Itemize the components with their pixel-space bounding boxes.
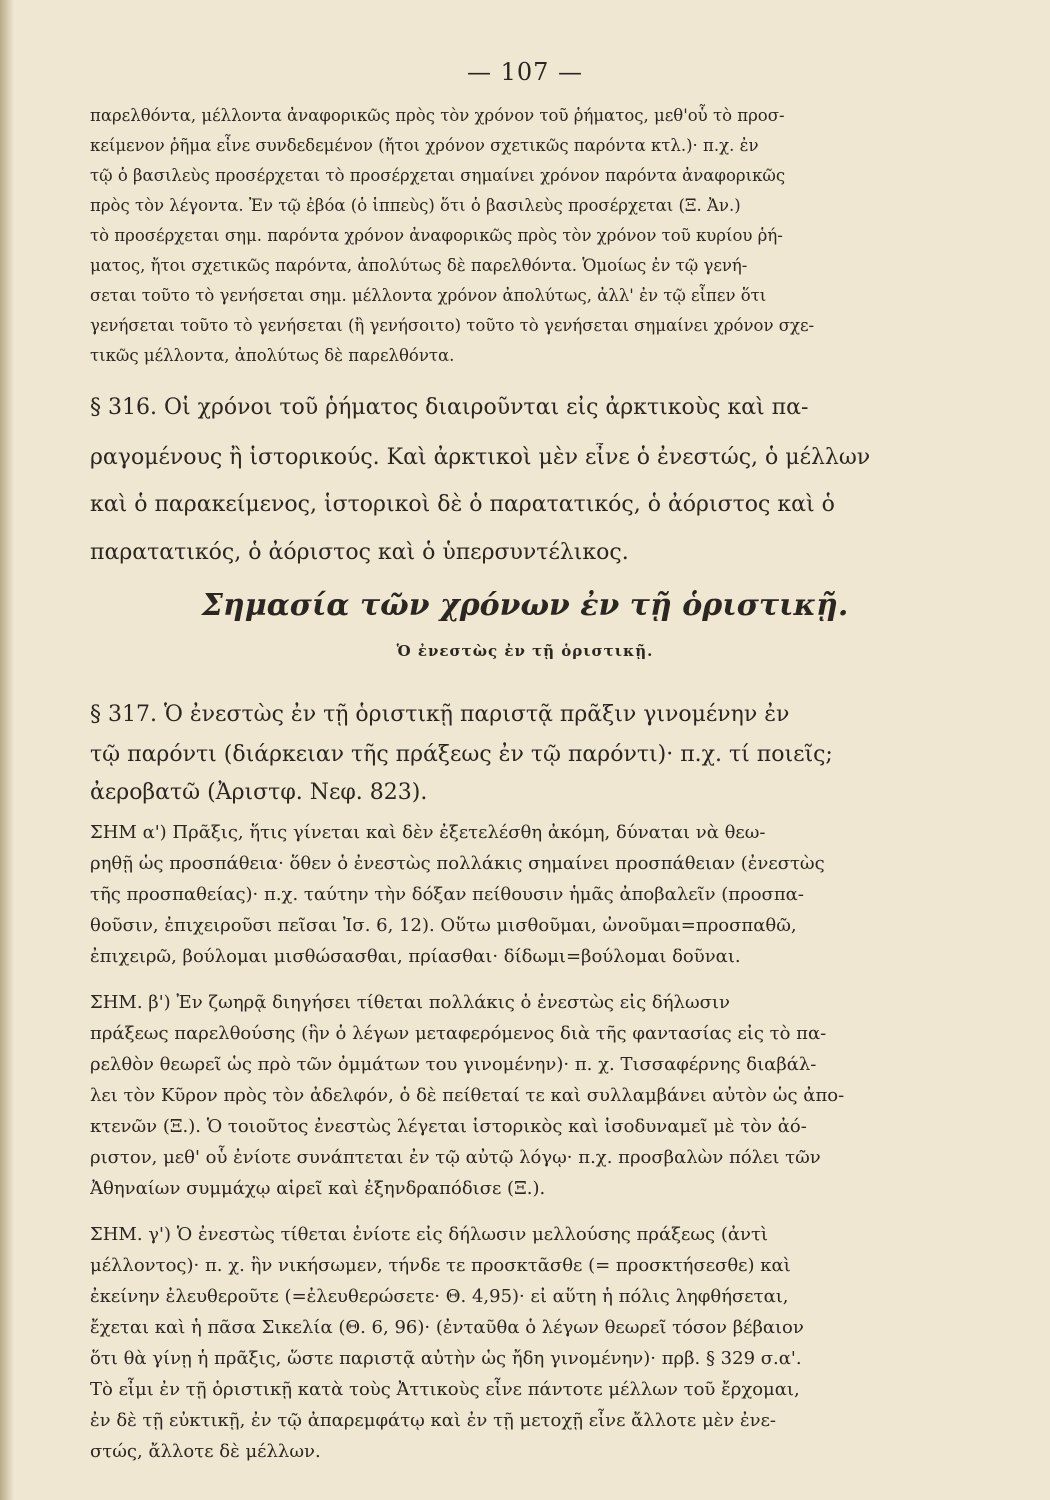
text-line: ἐν δὲ τῇ εὐκτικῇ, ἐν τῷ ἀπαρεμφάτῳ καὶ ἐν τῇ μετοχῇ εἶνε ἄλλοτε μὲν ἐνε- xyxy=(90,1410,776,1431)
text-line: γενήσεται τοῦτο τὸ γενήσεται (ἢ γενήσοιτο) τοῦτο τὸ γενήσεται σημαίνει χρόνον σχε- xyxy=(90,316,815,335)
text-line: τῆς προσπαθείας)· π.χ. ταύτην τὴν δόξαν πείθουσιν ἡμᾶς ἀποβαλεῖν (προσπα- xyxy=(90,884,804,905)
text-line: τὸ προσέρχεται σημ. παρόντα χρόνον ἀναφορικῶς πρὸς τὸν χρόνον τοῦ κυρίου ῥή- xyxy=(90,226,783,245)
text-line: πρὸς τὸν λέγοντα. Ἐν τῷ ἐβόα (ὁ ἱππεὺς) ὅτι ὁ βασιλεὺς προσέρχεται (Ξ. Ἀν.) xyxy=(90,196,741,215)
text-line: ἐκείνην ἐλευθεροῦτε (=ἐλευθερώσετε· Θ. 4,95)· εἰ αὕτη ἡ πόλις ληφθήσεται, xyxy=(90,1286,789,1307)
text-line: ραγομένους ἢ ἱστορικούς. Καὶ ἀρκτικοὶ μὲν εἶνε ὁ ἐνεστώς, ὁ μέλλων xyxy=(90,445,871,470)
text-line: θοῦσιν, ἐπιχειροῦσι πεῖσαι Ἰσ. 6, 12). Οὕτω μισθοῦμαι, ὠνοῦμαι=προσπαθῶ, xyxy=(90,915,797,936)
text-line: ἔχεται καὶ ἡ πᾶσα Σικελία (Θ. 6, 96)· (ἐνταῦθα ὁ λέγων θεωρεῖ τόσον βέβαιον xyxy=(90,1317,804,1338)
subsection-heading: Ὁ ἐνεστὼς ἐν τῇ ὁριστικῇ. xyxy=(396,642,654,660)
text-line: κείμενον ῥῆμα εἶνε συνδεδεμένον (ἤτοι χρόνον σχετικῶς παρόντα κτλ.)· π.χ. ἐν xyxy=(90,136,759,155)
text-line: ρελθὸν θεωρεῖ ὡς πρὸ τῶν ὀμμάτων του γινομένην)· π. χ. Τισσαφέρνης διαβάλ- xyxy=(90,1054,817,1075)
text-line: ἀεροβατῶ (Ἀριστφ. Νεφ. 823). xyxy=(90,780,428,805)
text-line: στώς, ἄλλοτε δὲ μέλλων. xyxy=(90,1441,321,1462)
text-line: Τὸ εἶμι ἐν τῇ ὁριστικῇ κατὰ τοὺς Ἀττικοὺς εἶνε πάντοτε μέλλων τοῦ ἔρχομαι, xyxy=(90,1379,800,1400)
page-number: — 107 — xyxy=(466,58,584,86)
text-line: ἐπιχειρῶ, βούλομαι μισθώσασθαι, πρίασθαι· δίδωμι=βούλομαι δοῦναι. xyxy=(90,946,741,967)
text-line: παρελθόντα, μέλλοντα ἀναφορικῶς πρὸς τὸν χρόνον τοῦ ῥήματος, μεθ'οὗ τὸ προσ- xyxy=(90,106,785,125)
text-line: ματος, ἤτοι σχετικῶς παρόντα, ἀπολύτως δὲ παρελθόντα. Ὁμοίως ἐν τῷ γενή- xyxy=(90,256,748,275)
text-line: πράξεως παρελθούσης (ἣν ὁ λέγων μεταφερόμενος διὰ τῆς φαντασίας εἰς τὸ πα- xyxy=(90,1023,827,1044)
text-line: Ἀθηναίων συμμάχῳ αἱρεῖ καὶ ἐξηνδραπόδισε (Ξ.). xyxy=(90,1178,546,1199)
text-line: ΣΗΜ. β') Ἐν ζωηρᾷ διηγήσει τίθεται πολλάκις ὁ ἐνεστὼς εἰς δήλωσιν xyxy=(90,992,730,1013)
text-line: λει τὸν Κῦρον πρὸς τὸν ἀδελφόν, ὁ δὲ πείθεταί τε καὶ συλλαμβάνει αὐτὸν ὡς ἀπο- xyxy=(90,1085,845,1106)
text-line: μέλλοντος)· π. χ. ἢν νικήσωμεν, τήνδε τε προσκτᾶσθε (= προσκτήσεσθε) καὶ xyxy=(90,1255,791,1276)
text-line: κτενῶν (Ξ.). Ὁ τοιοῦτος ἐνεστὼς λέγεται ἱστορικὸς καὶ ἰσοδυναμεῖ μὲ τὸν ἀό- xyxy=(90,1116,807,1137)
text-line: ὅτι θὰ γίνῃ ἡ πρᾶξις, ὥστε παριστᾷ αὐτὴν ὡς ἤδη γινομένην)· πρβ. § 329 σ.α'. xyxy=(90,1348,802,1369)
section-heading: Σημασία τῶν χρόνων ἐν τῇ ὁριστικῇ. xyxy=(201,588,849,623)
text-line: § 317. Ὁ ἐνεστὼς ἐν τῇ ὁριστικῇ παριστᾷ πρᾶξιν γινομένην ἐν xyxy=(90,702,790,727)
text-line: § 316. Οἱ χρόνοι τοῦ ῥήματος διαιροῦνται εἰς ἀρκτικοὺς καὶ πα- xyxy=(90,395,809,420)
text-line: τῷ παρόντι (διάρκειαν τῆς πράξεως ἐν τῷ παρόντι)· π.χ. τί ποιεῖς; xyxy=(90,742,833,767)
text-line: ρηθῇ ὡς προσπάθεια· ὅθεν ὁ ἐνεστὼς πολλάκις σημαίνει προσπάθειαν (ἐνεστὼς xyxy=(90,853,825,874)
text-line: τῷ ὁ βασιλεὺς προσέρχεται τὸ προσέρχεται σημαίνει χρόνον παρόντα ἀναφορικῶς xyxy=(90,166,786,185)
text-line: σεται τοῦτο τὸ γενήσεται σημ. μέλλοντα χρόνον ἀπολύτως, ἀλλ' ἐν τῷ εἶπεν ὅτι xyxy=(90,286,767,305)
text-line: τικῶς μέλλοντα, ἀπολύτως δὲ παρελθόντα. xyxy=(90,346,455,365)
page-edge-shadow xyxy=(0,0,14,1500)
text-line: παρατατικός, ὁ ἀόριστος καὶ ὁ ὑπερσυντέλικος. xyxy=(90,540,629,565)
text-line: ριστον, μεθ' οὗ ἐνίοτε συνάπτεται ἐν τῷ αὐτῷ λόγῳ· π.χ. προσβαλὼν πόλει τῶν xyxy=(90,1147,821,1168)
text-line: ΣΗΜ. γ') Ὁ ἐνεστὼς τίθεται ἐνίοτε εἰς δήλωσιν μελλούσης πράξεως (ἀντὶ xyxy=(90,1224,768,1245)
text-line: καὶ ὁ παρακείμενος, ἱστορικοὶ δὲ ὁ παρατατικός, ὁ ἀόριστος καὶ ὁ xyxy=(90,492,835,517)
text-line: ΣΗΜ α') Πρᾶξις, ἥτις γίνεται καὶ δὲν ἐξετελέσθη ἀκόμη, δύναται νὰ θεω- xyxy=(90,822,766,843)
